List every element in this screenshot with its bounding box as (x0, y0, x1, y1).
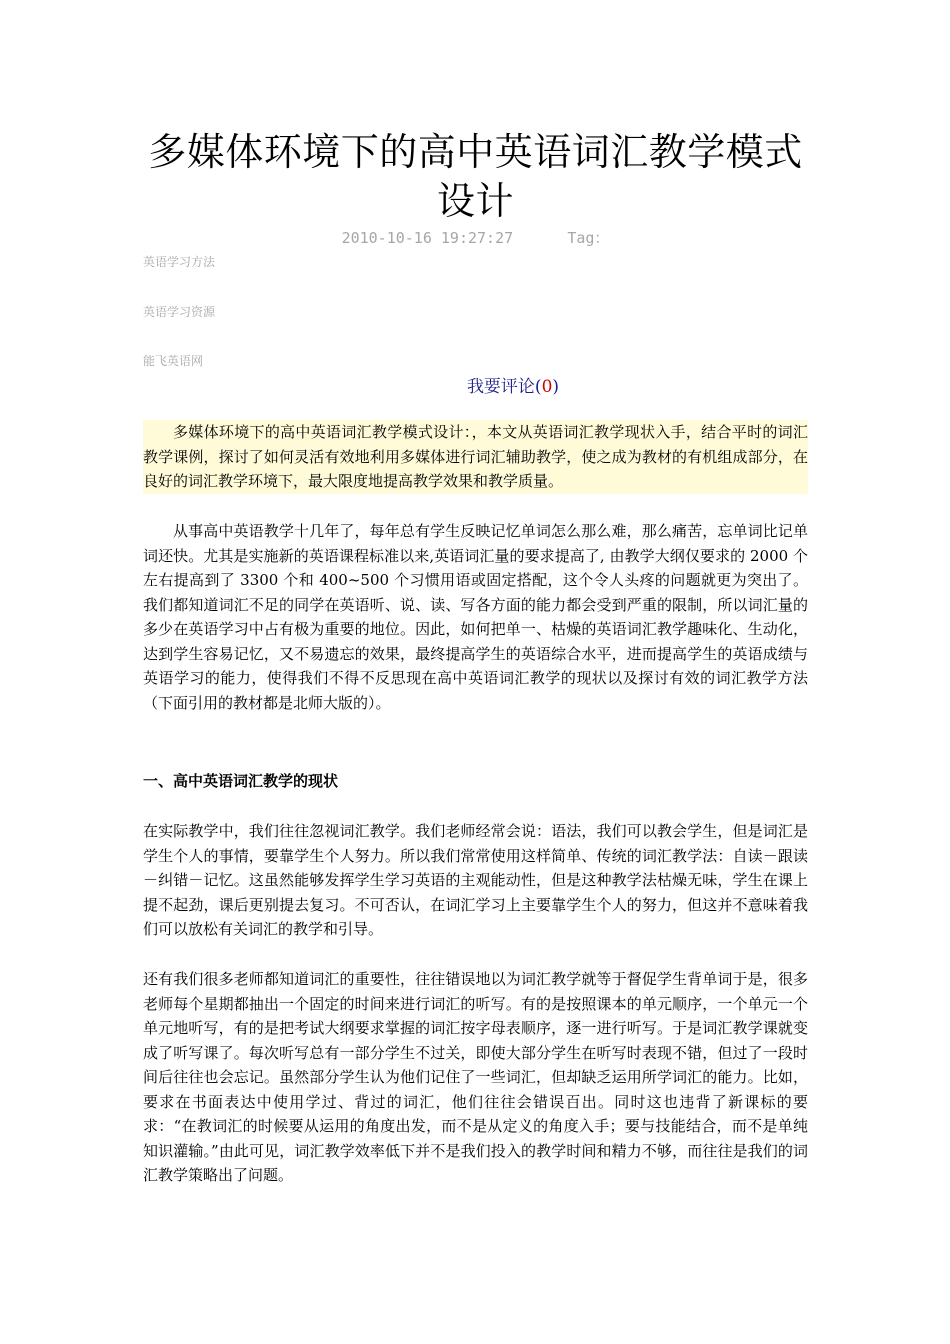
comment-close: ) (552, 377, 560, 397)
tag-link-site-name[interactable]: 能飞英语网 (143, 354, 204, 368)
section-paragraph: 在实际教学中，我们往往忽视词汇教学。我们老师经常会说：语法，我们可以教会学生，但是词汇是学生个人的事情，要靠学生个人努力。所以我们常常使用这样简单、传统的词汇教学法：自读－跟读－纠错－记忆。这虽然能够发挥学生学习英语的主观能动性，但是这种教学法枯燥无味，学生在课上提不起劲，课后更别提去复习。不可否认，在词汇学习上主要靠学生个人的努力，但这并不意味着我们可以放松有关词汇的教学和引导。 (143, 822, 808, 938)
article-title: 多媒体环境下的高中英语词汇教学模式设计 (148, 130, 803, 223)
section-paragraph-2: 还有我们很多老师都知道词汇的重要性，往往错误地以为词汇教学就等于督促学生背单词于是，很多老师每个星期都抽出一个固定的时间来进行词汇的听写。有的是按照课本的单元顺序，一个单元一个单元地听写，有的是把考试大纲要求掌握的词汇按字母表顺序，逐一进行听写。于是词汇教学课就变成了听写课了。每次听写总有一部分学生不过关，即使大部分学生在听写时表现不错，但过了一段时间后往往也会忘记。虽然部分学生认为他们记住了一些词汇，但却缺乏运用所学词汇的能力。比如，要求在书面表达中使用学过、背过的词汇，他们往往会错误百出。同时这也违背了新课标的要求：“在教词汇的时候要从运用的角度出发，而不是从定义的角度入手；要与技能结合，而不是单纯知识灌输。”由此可见，词汇教学效率低下并不是我们投入的教学时间和精力不够，而往往是我们的词汇教学策略出了问题。 (143, 970, 808, 1184)
comment-link[interactable] (143, 376, 883, 398)
comment-label: 我要评论( (466, 377, 542, 397)
section-heading: 一、高中英语词汇教学的现状 (143, 772, 339, 790)
tag-link-learning-resources[interactable]: 英语学习资源 (143, 305, 216, 319)
tag-link-learning-methods[interactable]: 英语学习方法 (143, 255, 216, 269)
article-meta: 2010-10-16 19:27:27 Tag： (341, 229, 610, 247)
comment-count: 0 (541, 377, 553, 397)
intro-paragraph: 从事高中英语教学十几年了，每年总有学生反映记忆单词怎么那么难，那么痛苦，忘单词比记单词还快。尤其是实施新的英语课程标准以来,英语词汇量的要求提高了, 由教学大纲仅要求的 2000 个左右提高到了 3300 个和 400~500 个习惯用语或固定搭配，这个令人头疼的问题就更为突出了。我们都知道词汇不足的同学在英语听、说、读、写各方面的能力都会受到严重的限制，所以词汇量的多少在英语学习中占有极为重要的地位。因此，如何把单一、枯燥的英语词汇教学趣味化、生动化，达到学生容易记忆，又不易遗忘的效果，最终提高学生的英语综合水平，进而提高学生的英语成绩与英语学习的能力，使得我们不得不反思现在高中英语词汇教学的现状以及探讨有效的词汇教学方法（下面引用的教材都是北师大版的）。 (143, 522, 808, 712)
article-abstract: 多媒体环境下的高中英语词汇教学模式设计：，本文从英语词汇教学现状入手，结合平时的词汇教学课例，探讨了如何灵活有效地利用多媒体进行词汇辅助教学，使之成为教材的有机组成部分，在良好的词汇教学环境下，最大限度地提高教学效果和教学质量。 (143, 420, 808, 494)
